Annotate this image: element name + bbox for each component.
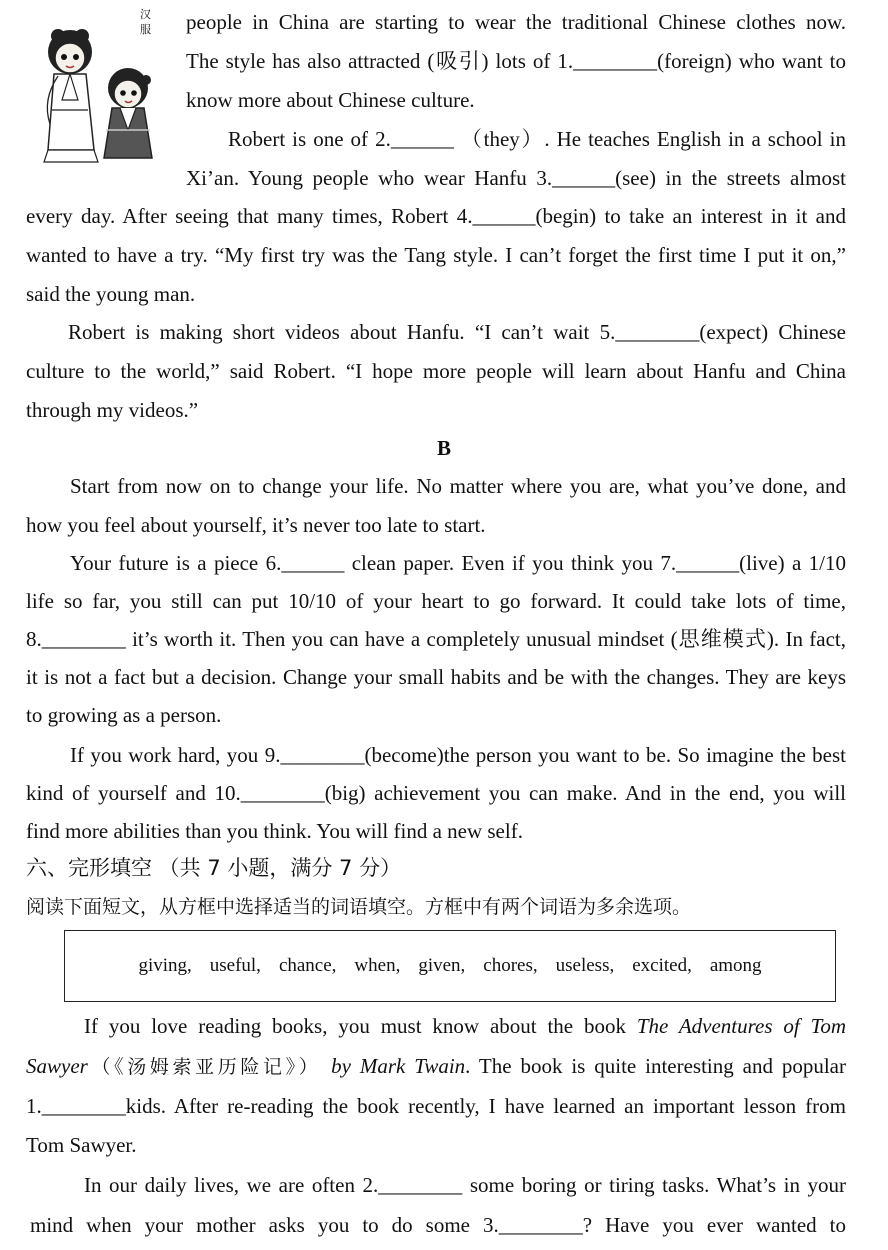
cloze-line-1-text: If you love reading books, you must know about the book (84, 1014, 637, 1038)
passage-b-line-1: Start from now on to change your life. No matter where you are, what you’ve done, and (70, 474, 846, 498)
hanfu-illustration (28, 0, 178, 170)
word-bank-item: giving, (138, 955, 192, 976)
cloze-line-2-text: . The book is quite interesting and popular (465, 1054, 846, 1078)
passage-a-line-10: culture to the world,” said Robert. “I hope more people will learn about Hanfu and China (26, 359, 846, 383)
word-bank-item: excited, (632, 955, 692, 976)
word-bank-box (64, 930, 836, 1002)
passage-a-line-8: said the young man. (26, 282, 196, 306)
passage-b-line-3: Your future is a piece 6.______ clean paper. Even if you think you 7.______(live) a 1/10 (70, 551, 846, 575)
word-bank-item: useful, (209, 955, 261, 976)
passage-b-line-5: 8.________ it’s worth it. Then you can have a completely unusual mindset (思维模式). In fact, (26, 627, 846, 651)
passage-a-line-1: people in China are starting to wear the traditional Chinese clothes now. (186, 10, 846, 34)
passage-b-line-8: If you work hard, you 9.________(become)the person you want to be. So imagine the best (70, 743, 846, 767)
hanfu-children-drawing (28, 0, 178, 170)
word-bank-item: when, (354, 955, 401, 976)
word-bank-item: among (709, 955, 762, 976)
book-title-part-1: The Adventures of Tom (636, 1014, 846, 1038)
cloze-line-5: In our daily lives, we are often 2.________ some boring or tiring tasks. What’s in your (84, 1173, 846, 1197)
passage-b-line-7: to growing as a person. (26, 703, 222, 727)
hanfu-label-char-2: 服 (140, 23, 151, 36)
cloze-line-1 (84, 1012, 846, 1040)
section-six-heading: 六、完形填空 （共 7 小题，满分 7 分） (26, 856, 402, 880)
word-bank-item: useless, (555, 955, 615, 976)
cloze-line-4: Tom Sawyer. (26, 1133, 137, 1157)
passage-b-line-4: life so far, you still can put 10/10 of your heart to go forward. It could take lots of time, (26, 589, 846, 613)
passage-a-line-7: wanted to have a try. “My first try was the Tang style. I can’t forget the first time I put it on,” (26, 243, 846, 267)
passage-a-line-9: Robert is making short videos about Hanfu. “I can’t wait 5.________(expect) Chinese (68, 320, 846, 344)
passage-b-line-10: find more abilities than you think. You will find a new self. (26, 819, 523, 843)
book-title-part-2: Sawyer (26, 1054, 88, 1078)
passage-b-line-9: kind of yourself and 10.________(big) achievement you can make. And in the end, you will (26, 781, 846, 805)
passage-a-line-3: know more about Chinese culture. (186, 88, 475, 112)
passage-b-line-2: how you feel about yourself, it’s never too late to start. (26, 513, 486, 537)
passage-b-line-6: it is not a fact but a decision. Change your small habits and be with the changes. They are keys (26, 665, 846, 689)
word-bank-item: chores, (483, 955, 538, 976)
cloze-line-2 (26, 1052, 846, 1081)
book-author: by Mark Twain (331, 1054, 466, 1078)
passage-a-line-6: every day. After seeing that many times, Robert 4.______(begin) to take an interest in it and (26, 204, 846, 228)
book-title-chinese: （《汤姆索亚历险记》） (87, 1056, 332, 1078)
cloze-line-3: 1.________kids. After re-reading the book recently, I have learned an important lesson from (26, 1094, 846, 1118)
passage-a-line-11: through my videos.” (26, 398, 199, 422)
section-six-instruction: 阅读下面短文，从方框中选择适当的词语填空。方框中有两个词语为多余选项。 (26, 896, 692, 918)
word-bank-item: given, (418, 955, 466, 976)
passage-a-line-5: Xi’an. Young people who wear Hanfu 3.______(see) in the streets almost (186, 166, 846, 190)
cloze-line-6: mind when your mother asks you to do some 3.________? Have you ever wanted to (30, 1213, 846, 1237)
passage-a-line-2: The style has also attracted (吸引) lots of 1.________(foreign) who want to (186, 49, 846, 73)
section-b-heading: B (436, 436, 451, 460)
word-bank-item: chance, (278, 955, 337, 976)
hanfu-label-char-1: 汉 (140, 8, 151, 21)
passage-a-line-4: Robert is one of 2.______ （they）. He teaches English in a school in (228, 127, 846, 151)
